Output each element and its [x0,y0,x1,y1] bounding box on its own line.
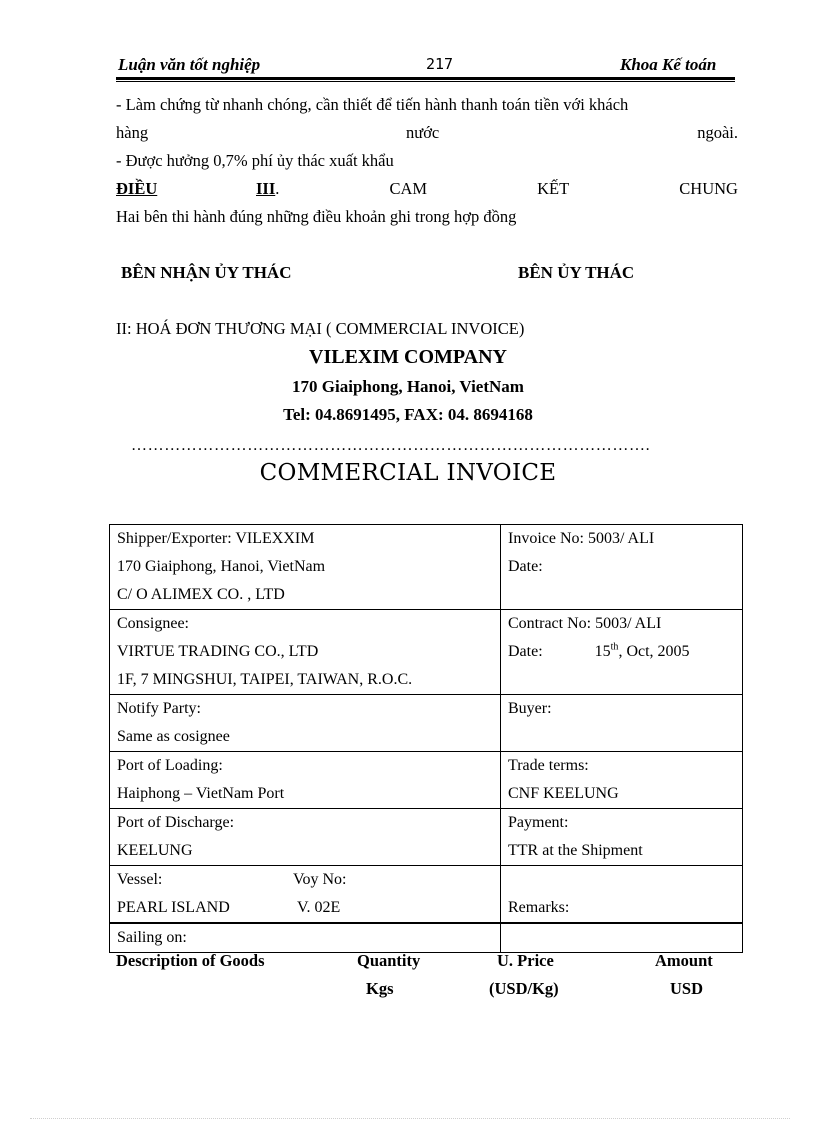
discharge-label: Port of Discharge: [117,814,235,831]
shipper-address: 170 Giaiphong, Hanoi, VietNam [117,558,326,575]
invoice-table [109,524,743,953]
word: CAM [389,179,428,198]
article-label: ĐIỀU [116,179,158,198]
company-name: VILEXIM COMPANY [309,346,507,368]
payment-value: TTR at the Shipment [508,842,643,859]
consignee-cell [110,610,501,695]
vessel-cell [110,866,501,924]
word: KẾT [537,179,570,198]
section-title: II: HOÁ ĐƠN THƯƠNG MẠI ( COMMERCIAL INVOICE) [116,319,525,338]
header-faculty: Khoa Kế toán [620,55,717,74]
buyer-cell [501,695,743,752]
table-row [110,866,743,924]
voy-value: V. 02E [297,899,341,916]
page-bottom-border [30,1118,790,1119]
trade-terms-cell [501,752,743,809]
shipper-co: C/ O ALIMEX CO. , LTD [117,586,285,603]
loading-cell [110,752,501,809]
sailing-cell [110,923,501,953]
goods-description-header: Description of Goods [116,951,265,970]
article-heading [116,179,738,199]
trade-label: Trade terms: [508,757,589,774]
vessel-value: PEARL ISLAND [117,899,230,916]
bullet2-text: - Được hưởng 0,7% phí ủy thác xuất khẩu [116,151,394,170]
goods-quantity-unit: Kgs [366,979,394,998]
table-row [110,923,743,953]
notify-cell [110,695,501,752]
shipper-label: Shipper/Exporter: VILEXXIM [117,530,315,547]
goods-price-header: U. Price [497,951,554,970]
payment-cell [501,809,743,866]
party-receiver: BÊN NHẬN ỦY THÁC [121,263,292,282]
trade-value: CNF KEELUNG [508,785,619,802]
sailing-label: Sailing on: [117,929,187,946]
article-label-group [116,179,279,199]
dotted-separator: …………………………………………………………………………………. [131,437,651,454]
consignee-address: 1F, 7 MINGSHUI, TAIPEI, TAIWAN, R.O.C. [117,671,413,688]
payment-label: Payment: [508,814,569,831]
word: nước [406,123,440,142]
loading-label: Port of Loading: [117,757,223,774]
table-row [110,809,743,866]
voy-label: Voy No: [293,871,347,888]
invoice-date-label: Date: [508,558,543,575]
invoice-number: Invoice No: 5003/ ALI [508,530,655,547]
remarks-cell [501,866,743,924]
invoice-no-cell [501,525,743,610]
buyer-label: Buyer: [508,700,552,717]
sailing-empty-cell [501,923,743,953]
bullet-paragraph-line1 [116,95,738,115]
blank-line [508,924,742,952]
discharge-value: KEELUNG [117,842,193,859]
contract-date [508,638,742,666]
article-dot: . [275,179,280,198]
contract-date-rest: , Oct, 2005 [618,643,690,660]
notify-value: Same as cosignee [117,728,230,745]
word: ngoài. [697,123,738,142]
blank-line [508,866,742,894]
invoice-title: COMMERCIAL INVOICE [259,460,557,486]
goods-price-unit: (USD/Kg) [489,979,559,998]
table-row [110,525,743,610]
page-number: 217 [426,55,454,73]
party-entrust: BÊN ỦY THÁC [518,263,635,282]
table-row [110,695,743,752]
notify-label: Notify Party: [117,700,201,717]
contract-number: Contract No: 5003/ ALI [508,615,662,632]
goods-amount-unit: USD [670,979,704,998]
word: CHUNG [679,179,738,198]
header-thesis-title: Luận văn tốt nghiệp [118,55,261,74]
remarks-label: Remarks: [508,899,570,916]
goods-amount-header: Amount [655,951,713,970]
loading-value: Haiphong – VietNam Port [117,785,285,802]
goods-quantity-header: Quantity [357,951,421,970]
discharge-cell [110,809,501,866]
agreement-text: Hai bên thi hành đúng những điều khoản ghi trong hợp đồng [116,207,517,226]
header-rule-thin [116,81,735,82]
vessel-value-row [117,894,500,922]
word: hàng [116,123,149,142]
bullet1-line1-text: - Làm chứng từ nhanh chóng, cần thiết để tiến hành thanh toán tiền với khách [116,95,629,114]
vessel-label-row [117,866,500,894]
consignee-label: Consignee: [117,615,189,632]
company-contact: Tel: 04.8691495, FAX: 04. 8694168 [283,405,533,424]
company-address: 170 Giaiphong, Hanoi, VietNam [292,377,524,396]
table-row [110,610,743,695]
consignee-name: VIRTUE TRADING CO., LTD [117,643,319,660]
vessel-label: Vessel: [117,871,163,888]
contract-cell [501,610,743,695]
contract-date-suffix: th [610,641,619,653]
header-rule-thick [116,77,735,80]
contract-date-label: Date: [508,643,543,660]
shipper-cell [110,525,501,610]
contract-date-day: 15 [594,643,611,660]
table-row [110,752,743,809]
bullet-paragraph-line2 [116,123,738,143]
article-number: III [256,179,276,198]
